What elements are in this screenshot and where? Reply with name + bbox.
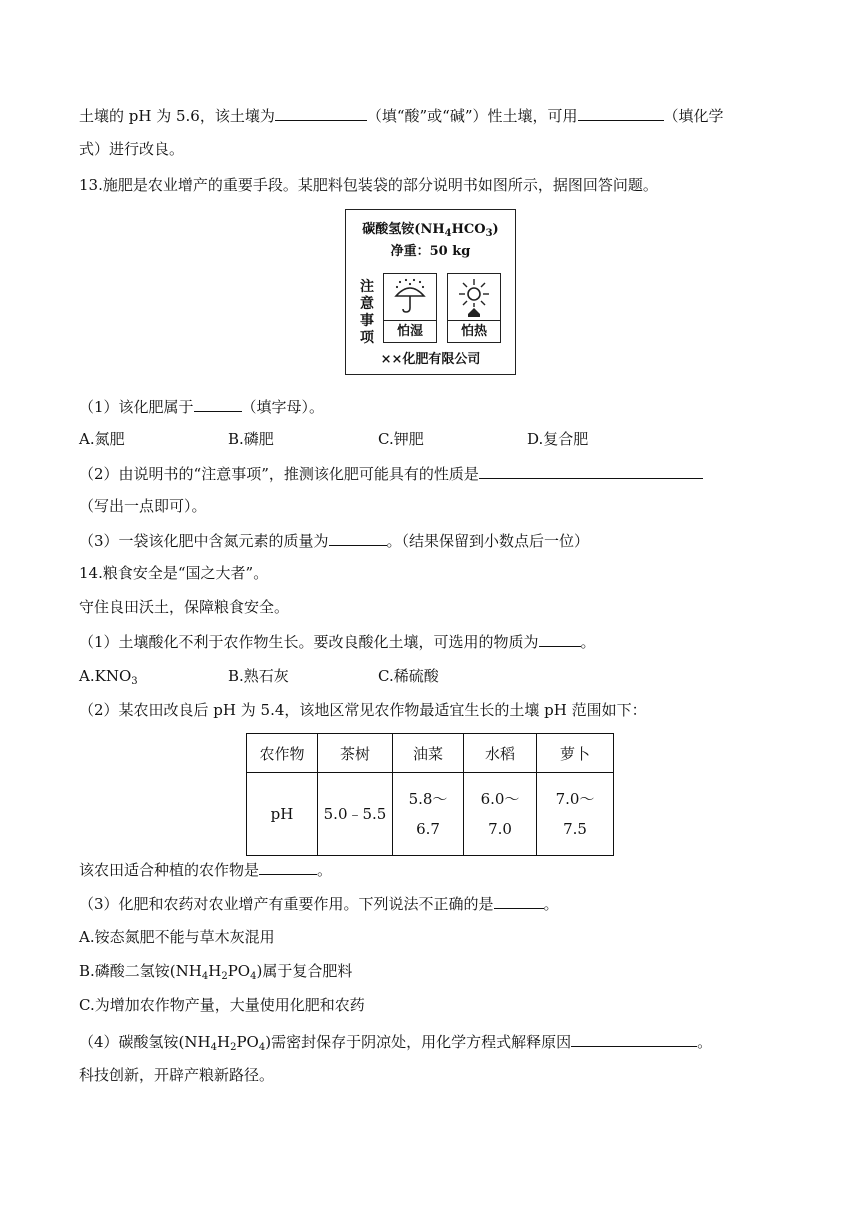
line-ph-question: 土壤的 pH 为 5.6，该土壤为 （填“酸”或“碱”）性土壤，可用 （填化学 (79, 104, 724, 127)
q13-option-d[interactable]: D.复合肥 (527, 430, 589, 448)
q14-1-option-c[interactable]: C.稀硫酸 (378, 667, 439, 685)
umbrella-rain-icon (384, 274, 436, 319)
table-cell: 5.8～ 6.7 (393, 773, 464, 856)
q13-option-b[interactable]: B.磷肥 (228, 430, 274, 448)
answer-blank-q13-3[interactable] (329, 529, 387, 546)
table-header-cell: 农作物 (247, 734, 318, 773)
label-icon-box-heat (447, 273, 501, 343)
label-company: ××化肥有限公司 (380, 352, 481, 367)
q13-part-3: （3）一袋该化肥中含氮元素的质量为 。（结果保留到小数点后一位） (79, 529, 589, 552)
table-header-row (247, 734, 614, 773)
answer-blank-q14-4[interactable] (571, 1030, 697, 1047)
table-row-label: pH (247, 773, 318, 856)
q14-1-option-a[interactable]: $A.KNO_3$ (79, 667, 138, 687)
q14-3-option-c[interactable]: C.为增加农作物产量，大量使用化肥和农药 (79, 996, 365, 1014)
q13-option-a[interactable]: A.氮肥 (79, 430, 125, 448)
table-header-cell: 油菜 (393, 734, 464, 773)
answer-blank-q13-1[interactable] (194, 395, 242, 412)
q13-option-c[interactable]: C.钾肥 (378, 430, 424, 448)
answer-blank-formula[interactable] (578, 104, 664, 121)
table-cell: 5.0﹣5.5 (318, 773, 393, 856)
q14-intro: 守住良田沃土，保障粮食安全。 (79, 598, 290, 616)
q13-part-2: （2）由说明书的“注意事项”，推测该化肥可能具有的性质是 (79, 462, 703, 485)
table-row-ph (247, 773, 614, 856)
q13-part-2-cont: （写出一点即可）。 (79, 497, 207, 515)
q14-3-option-a[interactable]: A.铵态氮肥不能与草木灰混用 (79, 928, 275, 946)
label-icon-box-moisture (383, 273, 437, 343)
line-continue: 式）进行改良。 (79, 140, 185, 158)
tech-intro: 科技创新，开辟产粮新路径。 (79, 1066, 275, 1084)
table-header-cell: 萝卜 (537, 734, 614, 773)
table-cell: 6.0～ 7.0 (464, 773, 537, 856)
answer-blank-q14-3[interactable] (494, 892, 544, 909)
q14-3-option-b[interactable]: B.磷酸二氢铵$(NH_4H_2PO_4)$属于复合肥料 (79, 962, 353, 982)
label-product-name: 碳酸氢铵$(NH_4HCO_3)$ (362, 222, 499, 239)
question-13: 13.施肥是农业增产的重要手段。某肥料包装袋的部分说明书如图所示，据图回答问题。 (79, 176, 658, 194)
answer-blank-q13-2[interactable] (479, 462, 703, 479)
q14-part-2: （2）某农田改良后 pH 为 5.4，该地区常见农作物最适宜生长的土壤 pH 范围如下： (79, 701, 647, 719)
answer-blank-q14-2[interactable] (259, 858, 317, 875)
label-notes-title: 注意事项 (360, 279, 374, 346)
label-caption-heat: 怕热 (448, 320, 500, 342)
answer-blank-acid-base[interactable] (275, 104, 367, 121)
q14-part-3: （3）化肥和农药对农业增产有重要作用。下列说法不正确的是 。 (79, 892, 559, 915)
table-header-cell: 水稻 (464, 734, 537, 773)
fertilizer-label-image (345, 209, 516, 375)
table-header-cell: 茶树 (318, 734, 393, 773)
q14-part-1: （1）土壤酸化不利于农作物生长。要改良酸化土壤，可选用的物质为 。 (79, 630, 596, 653)
sun-heat-icon (448, 274, 500, 319)
question-14: 14.粮食安全是“国之大者”。 (79, 564, 269, 582)
ph-range-table (246, 733, 614, 856)
q14-1-option-b[interactable]: B.熟石灰 (228, 667, 289, 685)
q14-part-2-answer: 该农田适合种植的农作物是 。 (79, 858, 332, 881)
q13-part-1: （1）该化肥属于 （填字母）。 (79, 395, 324, 418)
label-net-weight: 净重：50 kg (390, 244, 471, 259)
label-caption-moisture: 怕湿 (384, 320, 436, 342)
table-cell: 7.0～ 7.5 (537, 773, 614, 856)
q14-part-4: （4）碳酸氢铵$(NH_4H_2PO_4)$需密封保存于阴凉处，用化学方程式解释原因 。 (79, 1030, 712, 1053)
answer-blank-q14-1[interactable] (539, 630, 581, 647)
